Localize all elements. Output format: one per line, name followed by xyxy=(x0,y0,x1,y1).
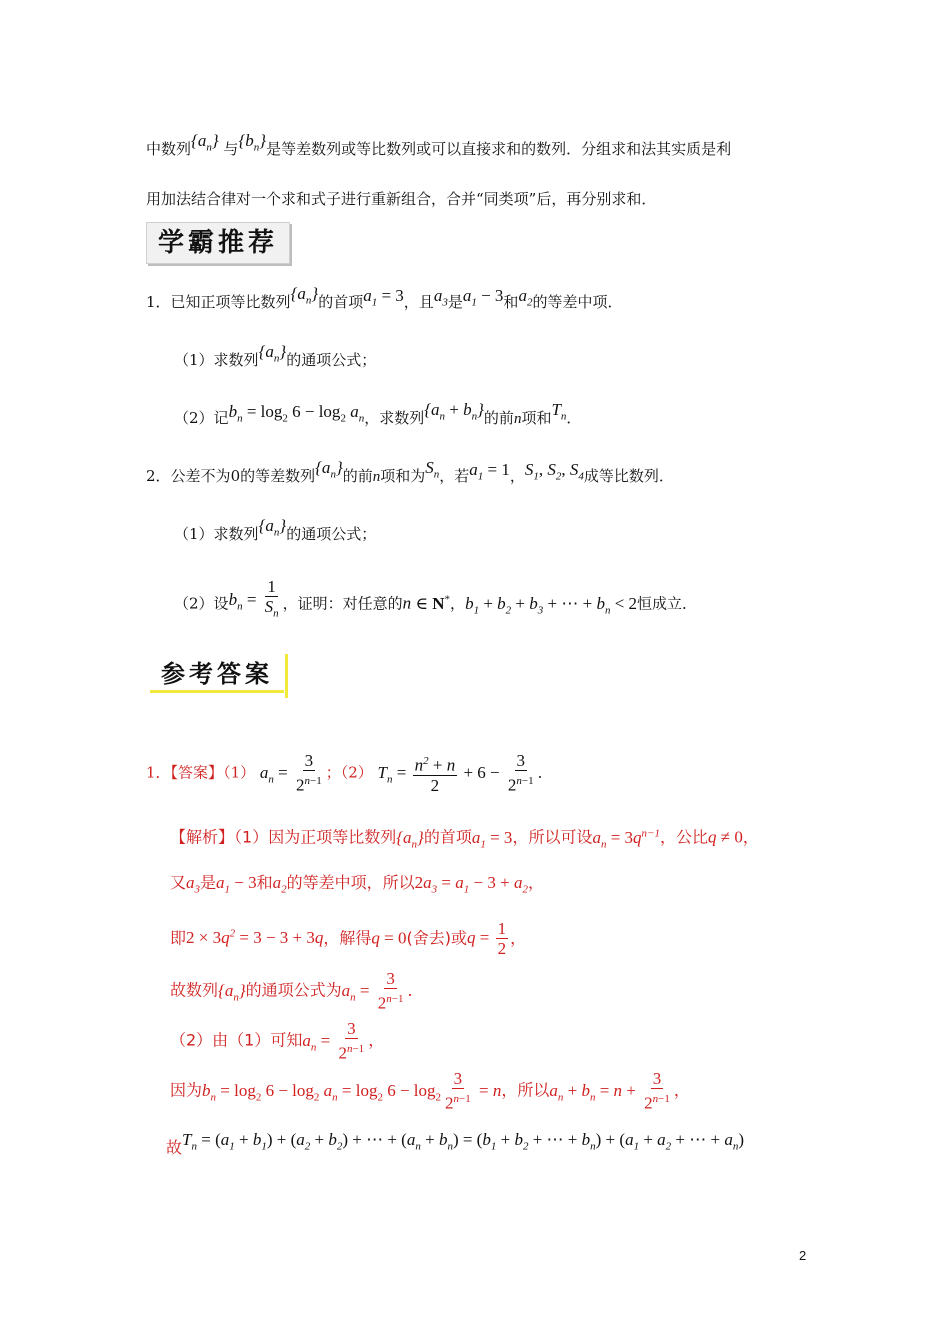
part-text: 恒成立． xyxy=(637,594,698,613)
answer-number: 1． xyxy=(146,763,171,782)
solution-text: ， xyxy=(742,827,759,847)
solution-text: 即 xyxy=(170,928,187,948)
math-an: $\{a_n\}$ xyxy=(258,516,287,539)
solution-text: 故 xyxy=(166,1138,183,1157)
problem-2-part-1 xyxy=(174,516,377,552)
solution-text: ，公比 xyxy=(659,827,708,847)
math-an-formula: $a_n$ = $\frac{3}{2^{n-1}}$ xyxy=(302,1019,365,1063)
problem-text: ， xyxy=(509,467,525,485)
part-text: ，求数列 xyxy=(364,409,425,427)
intro-line-2: 用加法结合律对一个求和式子进行重新组合，合并“同类项”后，再分别求和． xyxy=(146,190,657,208)
math-tn-answer: $T_n$ = $\frac{n^2 + n}{2}$ + 6 − $\frac{3}{2^{n-1}}$ xyxy=(377,751,534,795)
math-an-answer: $a_n$ = $\frac{3}{2^{n-1}}$ xyxy=(259,751,322,795)
solution-line-6 xyxy=(170,1070,690,1114)
math-an-plus-bn-eq: $a_n + b_n = n$ + $\frac{3}{2^{n-1}}$ xyxy=(549,1069,670,1113)
answer-1 xyxy=(146,752,553,796)
solution-text: 的通项公式为 xyxy=(245,980,342,1000)
math-tn-grouping: $T_n = (a_1 + b_1) + (a_2 + b_2)$ + ⋯ + $(a_n + b_n) = (b_1 + b_2$ + ⋯ + $b_n) + (a_1 + a_2$ + ⋯ + $a_n$) xyxy=(182,1130,745,1153)
math-q-eq-0: q = 0 xyxy=(371,928,407,948)
intro-text: 是等差数列或等比数列或可以直接求和的数列．分组求和法其实质是利 xyxy=(266,140,732,158)
solution-line-1 xyxy=(170,821,759,856)
solution-text: 的首项 xyxy=(423,827,472,847)
intro-text: 中数列 xyxy=(146,140,192,158)
problem-text: 成等比数列． xyxy=(583,467,674,485)
part-text: 的通项公式； xyxy=(286,351,377,369)
math-mid-term: $2a_3 = a_1 - 3 + a_2$ xyxy=(414,873,528,896)
math-a2: $a_2$ xyxy=(518,286,533,309)
math-bn: $\{b_n\}$ xyxy=(238,131,267,154)
solution-text: 又 xyxy=(170,873,187,892)
math-an: $\{a_n\}$ xyxy=(191,131,219,154)
math-bn-frac: $b_n$ = $\frac{1}{S_n}$ xyxy=(228,577,279,620)
solution-text: (舍去)或 xyxy=(406,928,467,948)
problem-text: ，且 xyxy=(403,293,434,311)
problem-text: 的等差中项． xyxy=(532,293,623,311)
part-text: 求数列 xyxy=(213,525,259,543)
math-an: $\{a_n\}$ xyxy=(396,827,424,851)
part-text: 记 xyxy=(213,409,229,427)
part-text: 设 xyxy=(213,594,229,613)
math-sn: $S_n$ xyxy=(425,458,440,481)
problem-1 xyxy=(146,284,623,320)
solution-text: （2）由（1）可知 xyxy=(170,1030,303,1050)
problem-text: 公差不为 xyxy=(170,467,231,485)
solution-line-7 xyxy=(166,1128,744,1158)
solution-text: ， xyxy=(673,1080,690,1100)
math-a1-eq-1: $a_1 = 1$ xyxy=(469,460,510,483)
problem-text: 0 xyxy=(230,467,241,485)
solution-text: 和 xyxy=(256,873,273,892)
math-q-neq-0: q ≠ 0 xyxy=(708,827,743,847)
answer-end: ． xyxy=(537,763,553,782)
problem-number: 1． xyxy=(146,293,171,311)
intro-line-1 xyxy=(146,131,732,167)
page-number: 2 xyxy=(799,1248,807,1263)
math-q-eq-half: q = $\frac{1}{2}$ xyxy=(466,919,507,958)
math-a1-eq-3: $a_1 = 3$ xyxy=(363,286,404,309)
problem-1-part-2 xyxy=(174,400,582,436)
solution-text: ，所以可设 xyxy=(512,827,593,847)
math-an: $\{a_n\}$ xyxy=(315,458,343,481)
math-a2: $a_2$ xyxy=(272,873,287,896)
answer-tag: 【答案】 xyxy=(170,763,224,782)
math-an-plus-bn: $\{a_n + b_n\}$ xyxy=(424,400,484,423)
solution-text: ， xyxy=(368,1030,385,1050)
math-an-formula: $a_n$ = $\frac{3}{2^{n-1}}$ xyxy=(341,969,404,1013)
math-s1-s2-s4: $S_1$, $S_2$, $S_4$ xyxy=(524,460,584,483)
math-n: n xyxy=(372,469,381,485)
math-a1-eq-3: $a_1 = 3$ xyxy=(471,827,513,851)
math-an: $\{a_n\}$ xyxy=(290,284,319,307)
solution-tag: 【解析】 xyxy=(170,827,235,847)
problem-text: 项和为 xyxy=(380,467,426,485)
math-an-geo: $a_n = 3q^{n-1}$ xyxy=(592,827,660,851)
math-n: n xyxy=(513,411,522,427)
problem-text: ，若 xyxy=(439,467,470,485)
solution-text: ． xyxy=(407,980,424,1000)
problem-1-part-1 xyxy=(174,342,377,378)
math-n-in-N: n ∈ N* xyxy=(402,592,451,613)
solution-text: ，所以 xyxy=(501,1080,550,1100)
solution-text: 的等差中项，所以 xyxy=(286,873,415,892)
part-text: 项和 xyxy=(521,409,552,427)
solution-text: （1）因为正项等比数列 xyxy=(234,827,397,847)
solution-line-2 xyxy=(170,871,544,901)
math-an: $\{a_n\}$ xyxy=(218,980,246,1004)
math-inequality: $b_1 + b_2 + b_3$ + ⋯ + $b_n < 2$ xyxy=(465,593,638,616)
solution-line-3 xyxy=(170,920,526,959)
math-a1-minus-3: $a_1 - 3$ xyxy=(462,286,504,309)
problem-2 xyxy=(146,458,674,494)
part-label: （1） xyxy=(174,351,214,369)
part-text: ． xyxy=(566,409,582,427)
problem-text: 的等差数列 xyxy=(240,467,316,485)
answer-part-label: （2） xyxy=(340,763,373,782)
problem-text: 的首项 xyxy=(318,293,364,311)
part-text: 的通项公式； xyxy=(286,525,377,543)
solution-text: ，解得 xyxy=(323,928,372,948)
intro-text: 与 xyxy=(223,140,239,158)
answer-part-label: （1） xyxy=(223,763,256,782)
part-text: ，证明：对任意的 xyxy=(282,594,403,613)
problem-text: 已知正项等比数列 xyxy=(170,293,291,311)
part-text: 的前 xyxy=(483,409,514,427)
part-label: （2） xyxy=(174,594,214,613)
part-label: （2） xyxy=(174,409,214,427)
part-text: ， xyxy=(450,594,466,613)
solution-text: 是 xyxy=(200,873,217,892)
solution-text: ， xyxy=(527,873,544,892)
problem-number: 2． xyxy=(146,467,171,485)
math-equation-q: $2 \times 3q^2 = 3 - 3 + 3q$ xyxy=(186,927,324,948)
problem-text: 和 xyxy=(503,293,519,311)
problem-text: 是 xyxy=(447,293,463,311)
solution-text: 因为 xyxy=(170,1080,203,1100)
part-label: （1） xyxy=(174,525,214,543)
math-bn-eq-n: $b_n = \log_2 6 - \log_2 a_n = \log_2 6 - \log_2$ $\frac{3}{2^{n-1}}$ = n xyxy=(202,1069,502,1113)
math-tn: $T_n$ xyxy=(551,400,567,423)
solution-line-5 xyxy=(170,1020,384,1064)
solution-text: 故数列 xyxy=(170,980,219,1000)
math-a3: $a_3$ xyxy=(186,873,201,896)
section-banner-answers: 参考答案 xyxy=(150,658,284,693)
solution-line-4 xyxy=(170,970,423,1014)
answer-sep: ； xyxy=(325,763,341,782)
math-bn-def: $b_n = \log_2 6 - \log_2 a_n$ xyxy=(228,402,365,425)
math-an: $\{a_n\}$ xyxy=(258,342,287,365)
problem-2-part-2 xyxy=(174,577,698,627)
math-a1-minus-3: $a_1 - 3$ xyxy=(216,873,257,896)
part-text: 求数列 xyxy=(213,351,259,369)
problem-text: 的前 xyxy=(342,467,373,485)
section-banner-recommend: 学霸推荐 xyxy=(146,222,290,264)
solution-text: ， xyxy=(510,928,527,948)
math-a3: $a_3$ xyxy=(433,286,448,309)
